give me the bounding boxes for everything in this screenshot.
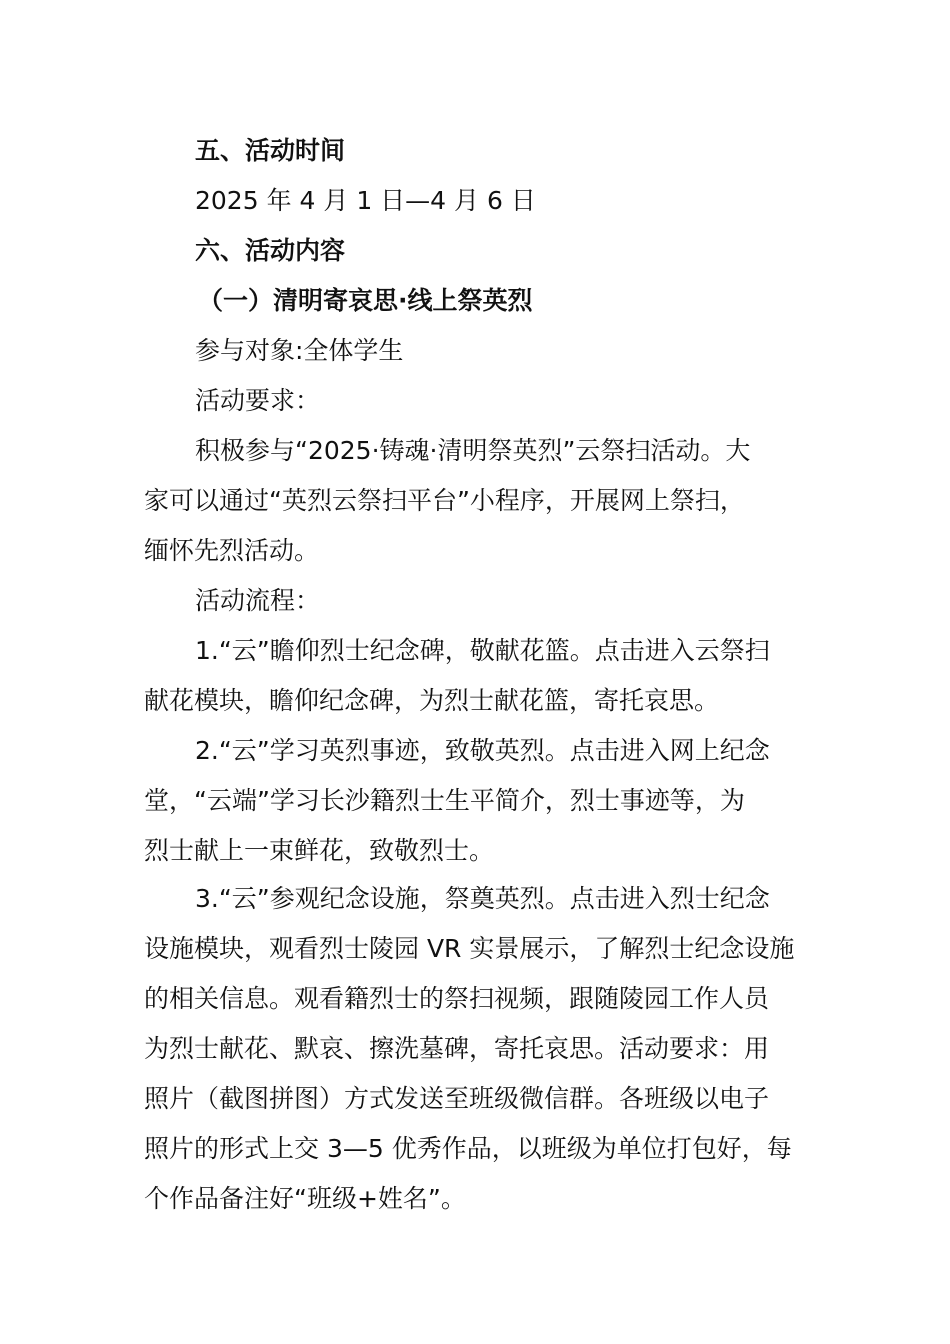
step3-line: 的相关信息。观看籍烈士的祭扫视频，跟随陵园工作人员	[144, 984, 770, 1013]
step3-line: 照片（截图拼图）方式发送至班级微信群。各班级以电子	[144, 1084, 770, 1113]
section-five-heading: 五、活动时间	[195, 136, 346, 165]
step3-line: 个作品备注好“班级+姓名”。	[144, 1184, 466, 1213]
requirements-text-line: 家可以通过“英烈云祭扫平台”小程序，开展网上祭扫，	[144, 486, 745, 515]
step3-line: 为烈士献花、默哀、擦洗墓碑，寄托哀思。活动要求：用	[144, 1034, 770, 1063]
step2-line: 2.“云”学习英烈事迹，致敬英烈。点击进入网上纪念	[195, 736, 770, 765]
step3-line: 3.“云”参观纪念设施，祭奠英烈。点击进入烈士纪念	[195, 884, 770, 913]
step3-line: 照片的形式上交 3—5 优秀作品，以班级为单位打包好，每	[144, 1134, 792, 1163]
process-label: 活动流程：	[195, 586, 321, 615]
step2-line: 烈士献上一束鲜花，致敬烈士。	[144, 836, 495, 865]
section-six-heading: 六、活动内容	[195, 236, 346, 265]
requirements-label: 活动要求：	[195, 386, 321, 415]
step1-line: 1.“云”瞻仰烈士纪念碑，敬献花篮。点击进入云祭扫	[195, 636, 770, 665]
activity-date: 2025 年 4 月 1 日—4 月 6 日	[195, 186, 536, 215]
step3-line: 设施模块，观看烈士陵园 VR 实景展示，了解烈士纪念设施	[144, 934, 795, 963]
subsection-one-heading: （一）清明寄哀思·线上祭英烈	[198, 286, 533, 315]
requirements-text-line: 缅怀先烈活动。	[144, 536, 320, 565]
step2-line: 堂，“云端”学习长沙籍烈士生平简介，烈士事迹等，为	[144, 786, 745, 815]
requirements-text-line: 积极参与“2025·铸魂·清明祭英烈”云祭扫活动。大	[195, 436, 751, 465]
participants-line: 参与对象:全体学生	[195, 336, 404, 365]
step1-line: 献花模块，瞻仰纪念碑，为烈士献花篮，寄托哀思。	[144, 686, 720, 715]
